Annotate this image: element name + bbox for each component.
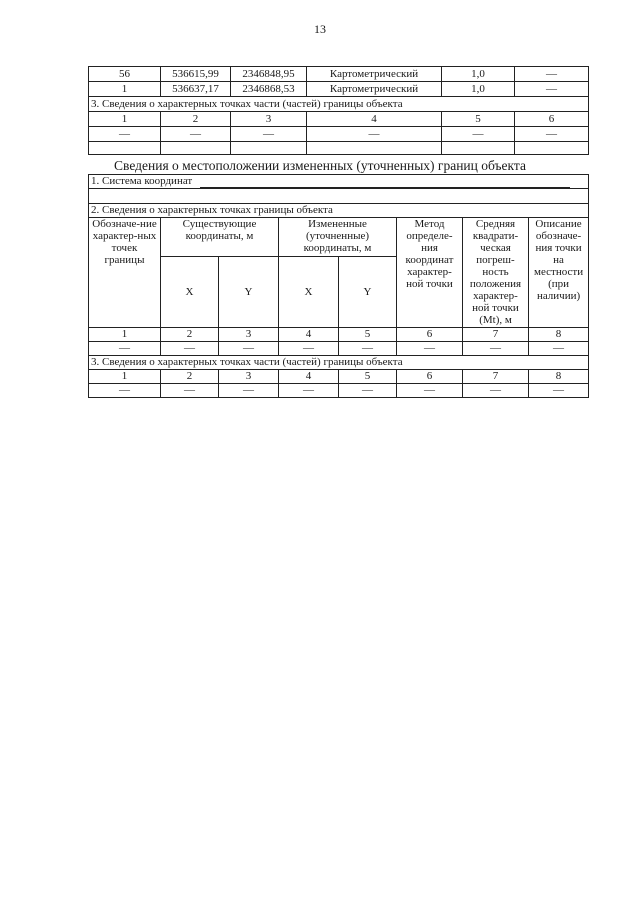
dash-row [89,127,589,142]
section-title: Сведения о местоположении измененных (уточненных) границ объекта [114,158,526,173]
existing-coords-header: Существующие координаты, м [161,218,279,257]
column-number: 5 [442,112,515,127]
column-number-row [89,370,589,384]
y-header: Y [339,257,397,328]
dash-cell: — [89,127,161,142]
description-cell: — [515,82,589,97]
dash-cell: — [463,384,529,398]
dash-cell: — [89,384,161,398]
column-number: 2 [161,328,219,342]
method-header: Метод определе-ния координат характер-ной точки [397,218,463,328]
description-cell: — [515,67,589,82]
column-number: 4 [279,328,339,342]
column-number: 8 [529,328,589,342]
dash-cell: — [307,127,442,142]
description-header: Описание обозначе-ния точки на местности (при наличии) [529,218,589,328]
table-row [89,67,589,82]
x-header: X [279,257,339,328]
point-cell: 56 [89,67,161,82]
dash-cell: — [397,384,463,398]
dash-cell: — [339,384,397,398]
column-number: 1 [89,370,161,384]
coord-system-cell [89,175,589,189]
column-number-row [89,112,589,127]
column-number: 3 [231,112,307,127]
dash-cell: — [463,342,529,356]
column-number: 8 [529,370,589,384]
page-number: 13 [314,22,326,36]
dash-row [89,342,589,356]
dash-cell: — [515,127,589,142]
column-number: 7 [463,370,529,384]
dash-cell: — [219,384,279,398]
column-number: 4 [279,370,339,384]
table-row [89,82,589,97]
dash-cell: — [529,342,589,356]
column-number: 3 [219,328,279,342]
dash-cell: — [339,342,397,356]
column-number: 1 [89,112,161,127]
dash-cell: — [397,342,463,356]
dash-cell: — [89,342,161,356]
point-cell: 1 [89,82,161,97]
dash-cell: — [161,127,231,142]
column-number-row [89,328,589,342]
section-header-row [89,97,589,112]
section3-title: 3. Сведения о характерных точках части (частей) границы объекта [89,356,589,370]
designation-header: Обозначе-ние характер-ных точек границы [89,218,161,328]
dash-cell: — [231,127,307,142]
spacer-row [89,142,589,155]
column-number: 6 [397,370,463,384]
x-cell: 536615,99 [161,67,231,82]
header-row [89,218,589,257]
section3-title: 3. Сведения о характерных точках части (частей) границы объекта [89,97,589,112]
dash-row [89,384,589,398]
column-number: 6 [515,112,589,127]
column-number: 4 [307,112,442,127]
column-number: 7 [463,328,529,342]
y-cell: 2346868,53 [231,82,307,97]
column-number: 3 [219,370,279,384]
dash-cell: — [529,384,589,398]
accuracy-header: Средняя квадрати-ческая погреш-ность положения характер-ной точки (Mt), м [463,218,529,328]
y-cell: 2346848,95 [231,67,307,82]
section-header-row [89,356,589,370]
y-header: Y [219,257,279,328]
column-number: 6 [397,328,463,342]
blank-row [89,189,589,204]
column-number: 1 [89,328,161,342]
dash-cell: — [279,384,339,398]
coord-system-label: 1. Система координат [91,175,193,187]
coord-system-row [89,175,589,189]
coord-system-underline [200,177,570,188]
dash-cell: — [279,342,339,356]
dash-cell: — [219,342,279,356]
accuracy-cell: 1,0 [442,82,515,97]
boundary-points-table-continued [88,66,589,155]
dash-cell: — [161,342,219,356]
column-number: 2 [161,112,231,127]
dash-cell: — [161,384,219,398]
method-cell: Картометрический [307,67,442,82]
method-cell: Картометрический [307,82,442,97]
changed-boundaries-table [88,174,589,398]
section2-title: 2. Сведения о характерных точках границы объекта [89,204,589,218]
x-cell: 536637,17 [161,82,231,97]
column-number: 5 [339,370,397,384]
column-number: 2 [161,370,219,384]
changed-coords-header: Измененные (уточненные) координаты, м [279,218,397,257]
section-header-row [89,204,589,218]
x-header: X [161,257,219,328]
dash-cell: — [442,127,515,142]
column-number: 5 [339,328,397,342]
accuracy-cell: 1,0 [442,67,515,82]
